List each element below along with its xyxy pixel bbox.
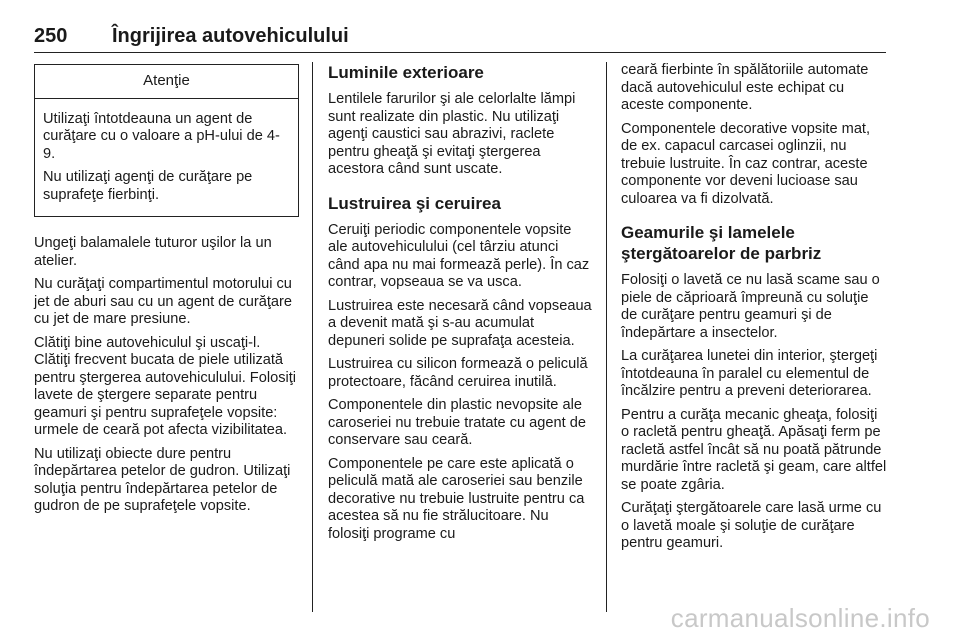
section-heading-polishing: Lustruirea şi ceruirea: [328, 193, 501, 213]
section-heading-windows-wipers: Geamurile şi lamelele ştergătoarelor de parbriz: [621, 223, 822, 263]
column-divider: [606, 62, 607, 612]
body-paragraph: Lustruirea cu silicon formează o peliculă protectoare, făcând ceruirea inutilă.: [328, 356, 588, 390]
warning-box: [34, 64, 299, 217]
body-paragraph: Clătiţi bine autovehiculul şi uscaţi-l. Clătiţi frecvent bucata de piele utilizată pentru ştergerea autovehiculului. Folosiţi lavete de ştergere separate pentru geamuri şi pentru suprafeţele vopsite: urmele de ceară pot afecta vizibilitatea.: [34, 334, 297, 438]
page-number: 250: [34, 25, 68, 47]
body-paragraph: Componentele din plastic nevopsite ale caroseriei nu trebuie tratate cu agent de conservare sau ceară.: [328, 397, 586, 448]
warning-body: [35, 99, 298, 217]
body-paragraph: Lentilele farurilor şi ale celorlalte lămpi sunt realizate din plastic. Nu utilizaţi agenţi caustici sau abrazivi, raclete pentru gheaţă şi evitaţi ştergerea acestora când sunt uscate.: [328, 91, 576, 177]
body-paragraph: Pentru a curăţa mecanic gheaţa, folosiţi o racletă pentru gheaţă. Apăsaţi ferm pe racletă astfel încât să nu poată pătrunde murdărie între racletă şi geam, care altfel se poate zgâria.: [621, 406, 887, 493]
page-header: [34, 22, 886, 53]
body-paragraph: Ceruiţi periodic componentele vopsite ale autovehiculului (cel târziu atunci când apa nu mai formează perle). În caz contrar, vopseaua se va usca.: [328, 221, 590, 290]
body-paragraph: Nu curăţaţi compartimentul motorului cu jet de aburi sau cu un agent de curăţare cu jet de mare presiune.: [34, 276, 292, 327]
body-paragraph: Curăţaţi ştergătoarele care lasă urme cu o lavetă moale şi soluţie de curăţare pentru geamuri.: [621, 500, 882, 551]
body-paragraph: Lustruirea este necesară când vopseaua a devenit mată şi s-au acumulat depuneri solide pe suprafaţa acesteia.: [328, 297, 592, 349]
watermark: carmanualsonline.info: [670, 603, 930, 633]
column-divider: [312, 62, 313, 612]
body-paragraph: ceară fierbinte în spălătoriile automate dacă autovehiculul este echipat cu aceste componente.: [621, 62, 869, 113]
body-paragraph: Folosiţi o lavetă ce nu lasă scame sau o piele de căprioară împreună cu soluţie de curăţare pentru geamuri şi de îndepărtare a insectelor.: [621, 272, 880, 341]
warning-paragraph: Utilizaţi întotdeauna un agent de curăţare cu o valoare a pH-ului de 4-9.: [43, 110, 280, 162]
chapter-title: Îngrijirea autovehiculului: [112, 25, 349, 47]
column-middle: [328, 62, 593, 549]
body-paragraph: Componentele pe care este aplicată o peliculă mată ale caroseriei sau benzile decorative nu trebuie lustruite pentru ca acestea să nu fie strălucitoare. Nu folosiţi programe cu: [328, 455, 585, 542]
warning-title: Atenţie: [35, 65, 298, 99]
section-heading-exterior-lights: Luminile exterioare: [328, 63, 484, 82]
body-paragraph: Componentele decorative vopsite mat, de ex. capacul carcasei oglinzii, nu trebuie lustruite. În caz contrar, aceste componente vor deveni lucioase sau culoarea va fi dizolvată.: [621, 120, 871, 207]
column-left: [34, 62, 299, 522]
body-paragraph: Nu utilizaţi obiecte dure pentru îndepărtarea petelor de gudron. Utilizaţi soluţia pentru îndepărtarea petelor de gudron de pe suprafeţele vopsite.: [34, 445, 291, 514]
body-paragraph: La curăţarea lunetei din interior, ştergeţi întotdeauna în paralel cu elementul de încălzire pentru a preveni deteriorarea.: [621, 348, 878, 399]
warning-paragraph: Nu utilizaţi agenţi de curăţare pe suprafeţe fierbinţi.: [43, 169, 253, 203]
body-paragraph: Ungeţi balamalele tuturor uşilor la un atelier.: [34, 235, 272, 269]
column-right: [621, 62, 887, 559]
